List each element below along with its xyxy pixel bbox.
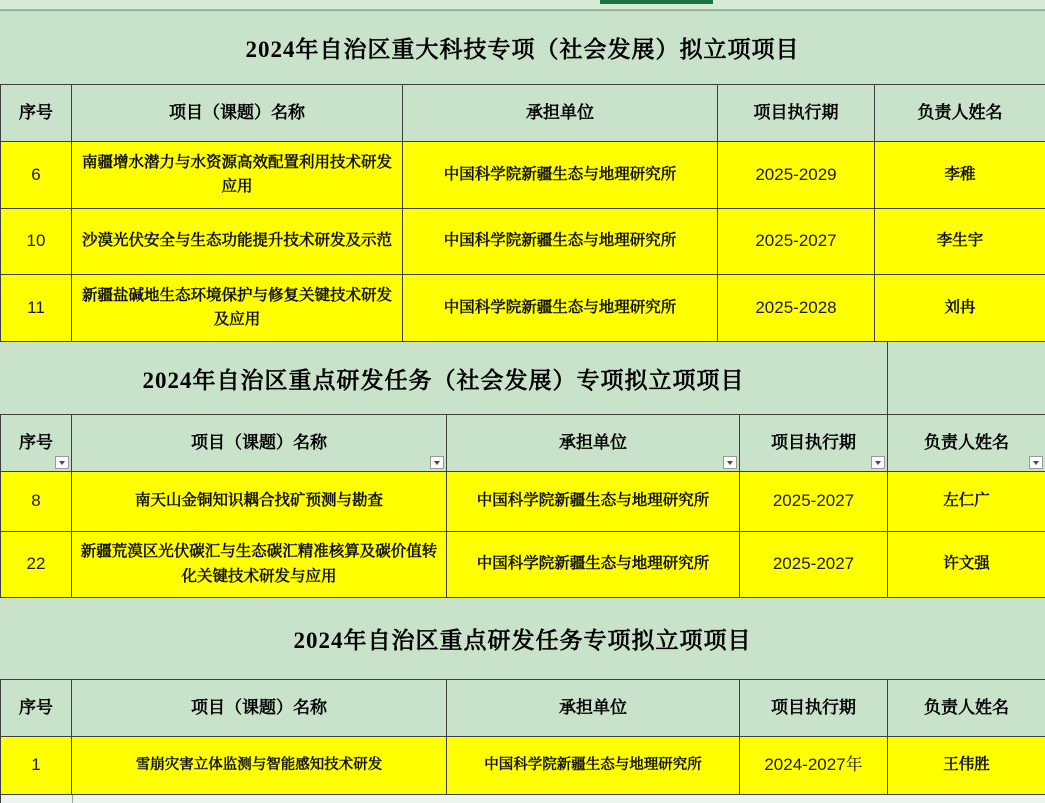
project-name: 新疆盐碱地生态环境保护与修复关键技术研发及应用 <box>81 286 392 328</box>
cell-leader[interactable] <box>888 737 1045 795</box>
chevron-down-icon <box>59 461 65 465</box>
column-header-org[interactable] <box>403 85 718 142</box>
org-name: 中国科学院新疆生态与地理研究所 <box>443 232 677 250</box>
filter-dropdown-button[interactable] <box>871 456 885 469</box>
row-number: 8 <box>31 491 41 511</box>
column-header-period[interactable] <box>740 680 888 737</box>
cell-project-name[interactable] <box>72 472 447 532</box>
project-name: 雪崩灾害立体监测与智能感知技术研发 <box>135 757 383 774</box>
section3-title: 2024年自治区重点研发任务专项拟立项项目 <box>293 628 752 653</box>
cell-project-name[interactable] <box>72 142 403 209</box>
cell-project-name[interactable] <box>72 209 403 275</box>
leader-name: 李生宇 <box>936 232 984 250</box>
row-number: 11 <box>27 297 45 317</box>
filter-dropdown-button[interactable] <box>55 456 69 469</box>
chevron-down-icon <box>1033 461 1039 465</box>
table-row <box>0 532 1045 598</box>
cell-no[interactable] <box>1 472 72 532</box>
cell-leader[interactable] <box>875 209 1045 275</box>
period: 2025-2029 <box>755 164 837 184</box>
cell-no[interactable] <box>1 142 72 209</box>
cell-period[interactable] <box>740 737 888 795</box>
bottom-row-strip <box>0 795 1045 803</box>
column-header-no[interactable] <box>1 415 72 472</box>
table-row <box>0 209 1045 275</box>
cell-project-name[interactable] <box>72 532 447 598</box>
project-name: 南天山金铜知识耦合找矿预测与勘查 <box>134 492 383 510</box>
cell-project-name[interactable] <box>72 737 447 795</box>
cell-period[interactable] <box>718 142 875 209</box>
column-header-label: 序号 <box>19 432 53 452</box>
filter-dropdown-button[interactable] <box>1029 456 1043 469</box>
leader-name: 王伟胜 <box>943 756 990 774</box>
cell-leader[interactable] <box>875 142 1045 209</box>
org-name: 中国科学院新疆生态与地理研究所 <box>484 757 702 774</box>
column-header-name[interactable] <box>72 680 447 737</box>
column-header-label: 项目执行期 <box>753 102 839 122</box>
column-header-label: 承担单位 <box>559 697 627 717</box>
table-row <box>0 275 1045 342</box>
cell-no[interactable] <box>1 532 72 598</box>
selection-highlight-bar <box>600 0 713 4</box>
cell-leader[interactable] <box>875 275 1045 342</box>
cell-period[interactable] <box>740 472 888 532</box>
column-header-label: 项目（课题）名称 <box>169 102 305 122</box>
section3-header-row <box>0 680 1045 737</box>
cell-period[interactable] <box>740 532 888 598</box>
table-row <box>0 142 1045 209</box>
column-header-no[interactable] <box>1 680 72 737</box>
cell-leader[interactable] <box>888 532 1045 598</box>
org-name: 中国科学院新疆生态与地理研究所 <box>476 492 710 510</box>
chevron-down-icon <box>875 461 881 465</box>
top-row-strip <box>0 0 1045 10</box>
leader-name: 李稚 <box>944 165 976 183</box>
column-header-no[interactable] <box>1 85 72 142</box>
column-header-period[interactable] <box>740 415 888 472</box>
leader-name: 刘冉 <box>944 298 976 316</box>
cell-org[interactable] <box>447 532 740 598</box>
cell-period[interactable] <box>718 209 875 275</box>
cell-org[interactable] <box>447 737 740 795</box>
period: 2024-2027年 <box>764 755 863 775</box>
org-name: 中国科学院新疆生态与地理研究所 <box>443 165 677 183</box>
chevron-down-icon <box>434 461 440 465</box>
period: 2025-2027 <box>772 491 855 511</box>
table-row <box>0 737 1045 795</box>
column-header-leader[interactable] <box>888 415 1045 472</box>
column-header-label: 序号 <box>19 102 53 122</box>
cell-no[interactable] <box>1 737 72 795</box>
column-header-org[interactable] <box>447 680 740 737</box>
column-header-label: 负责人姓名 <box>917 102 1003 122</box>
org-name: 中国科学院新疆生态与地理研究所 <box>476 555 710 573</box>
project-name: 南疆增水潜力与水资源高效配置利用技术研发应用 <box>81 153 392 195</box>
filter-dropdown-button[interactable] <box>723 456 737 469</box>
period: 2025-2027 <box>755 231 837 251</box>
row-number: 22 <box>26 554 46 574</box>
filter-dropdown-button[interactable] <box>430 456 444 469</box>
section2-header-row <box>0 415 1045 472</box>
cell-project-name[interactable] <box>72 275 403 342</box>
row-number: 1 <box>31 755 41 775</box>
column-header-label: 项目（课题）名称 <box>191 432 327 452</box>
org-name: 中国科学院新疆生态与地理研究所 <box>443 298 677 316</box>
cell-org[interactable] <box>403 275 718 342</box>
cell-leader[interactable] <box>888 472 1045 532</box>
column-header-label: 项目执行期 <box>771 432 856 452</box>
column-header-org[interactable] <box>447 415 740 472</box>
row-number: 6 <box>31 164 41 184</box>
column-header-label: 承担单位 <box>526 102 594 122</box>
period: 2025-2027 <box>772 554 855 574</box>
leader-name: 左仁广 <box>943 492 990 510</box>
column-header-label: 承担单位 <box>559 432 627 452</box>
section2-title-cell[interactable] <box>0 342 888 414</box>
chevron-down-icon <box>727 461 733 465</box>
section2-title: 2024年自治区重点研发任务（社会发展）专项拟立项项目 <box>142 367 745 393</box>
row-number: 10 <box>26 231 46 251</box>
column-header-leader[interactable] <box>875 85 1045 142</box>
project-name: 沙漠光伏安全与生态功能提升技术研发及示范 <box>81 232 392 250</box>
column-header-label: 项目执行期 <box>771 697 856 717</box>
period: 2025-2028 <box>755 297 837 317</box>
section3-title-cell[interactable] <box>0 598 1045 680</box>
section1-title: 2024年自治区重大科技专项（社会发展）拟立项项目 <box>245 37 800 62</box>
project-name: 新疆荒漠区光伏碳汇与生态碳汇精准核算及碳价值转化关键技术研发与应用 <box>80 543 438 585</box>
cell-border-segment <box>72 795 73 803</box>
cell-org[interactable] <box>403 209 718 275</box>
column-header-label: 序号 <box>19 697 53 717</box>
cell-no[interactable] <box>1 275 72 342</box>
cell-period[interactable] <box>718 275 875 342</box>
section2-title-row <box>0 342 1045 415</box>
section2-title-side-cell[interactable] <box>888 342 1045 414</box>
cell-org[interactable] <box>447 472 740 532</box>
table-row <box>0 472 1045 532</box>
column-header-label: 负责人姓名 <box>924 432 1009 452</box>
leader-name: 许文强 <box>943 555 990 573</box>
column-header-period[interactable] <box>718 85 875 142</box>
cell-no[interactable] <box>1 209 72 275</box>
column-header-label: 负责人姓名 <box>924 697 1009 717</box>
section1-title-cell[interactable] <box>0 10 1045 85</box>
column-header-leader[interactable] <box>888 680 1045 737</box>
column-header-name[interactable] <box>72 415 447 472</box>
column-header-label: 项目（课题）名称 <box>191 697 327 717</box>
cell-org[interactable] <box>403 142 718 209</box>
section1-header-row <box>0 85 1045 142</box>
column-header-name[interactable] <box>72 85 403 142</box>
